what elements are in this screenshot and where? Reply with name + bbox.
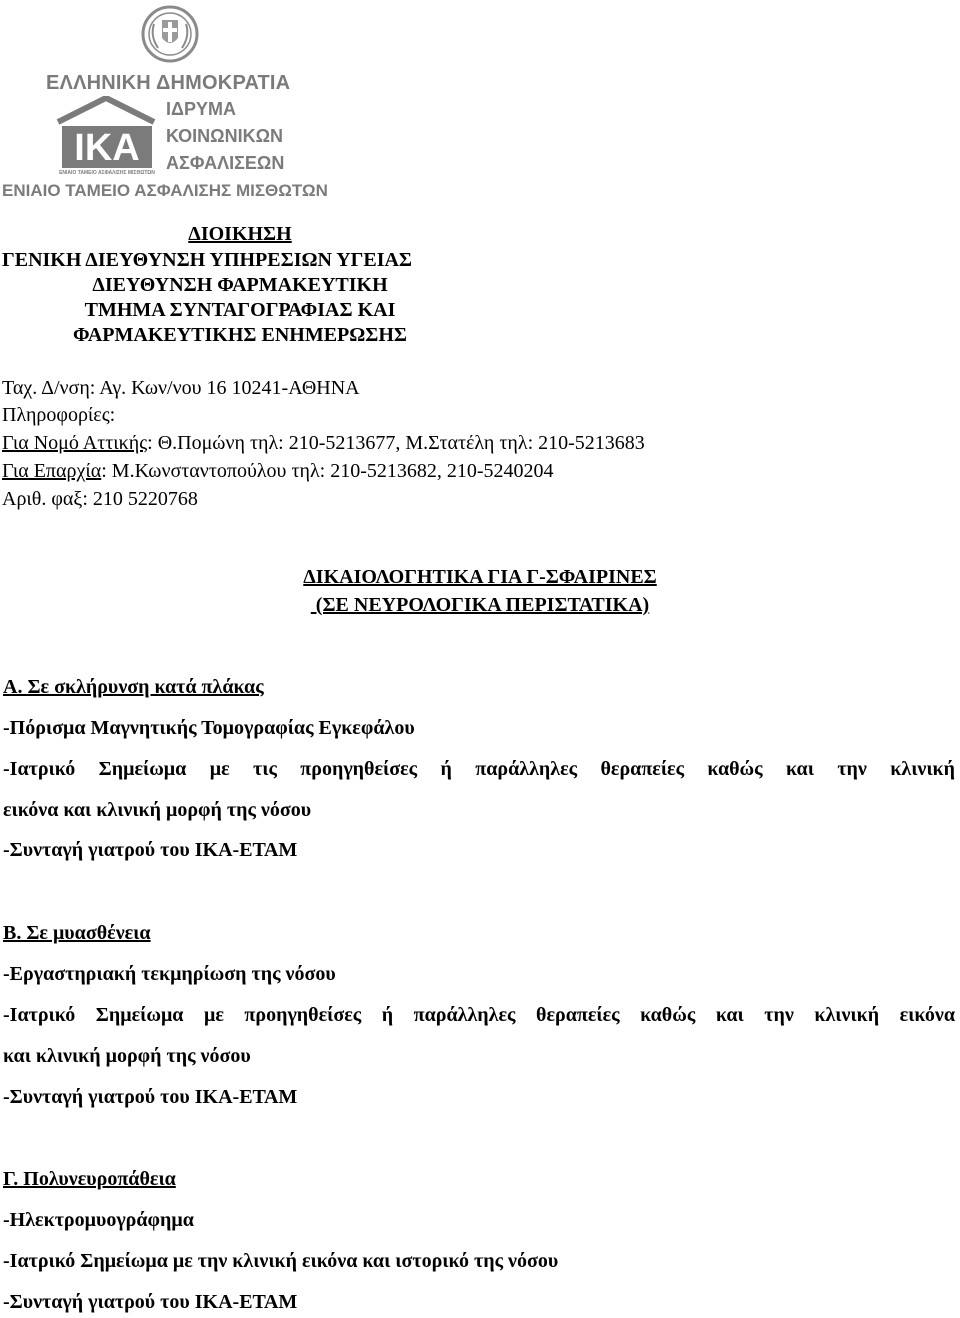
section-b-item-2-line-2: και κλινική μορφή της νόσου — [3, 1045, 251, 1067]
ika-mark-text: ΙΚΑ — [74, 127, 140, 169]
department-line-2: ΦΑΡΜΑΚΕΥΤΙΚΗΣ ΕΝΗΜΕΡΩΣΗΣ — [73, 324, 407, 346]
department-line-1: ΤΜΗΜΑ ΣΥΝΤΑΓΟΓΡΑΦΙΑΣ ΚΑΙ — [84, 299, 396, 321]
section-a-item-2-line-2: εικόνα και κλινική μορφή της νόσου — [3, 799, 312, 821]
attica-contacts: : Θ.Πομώνη τηλ: 210-5213677, Μ.Στατέλη τηλ: 210-5213683 — [147, 432, 645, 454]
attica-contact-line — [2, 432, 645, 455]
logo-idryma-text: ΙΔΡΥΜΑ — [166, 99, 236, 119]
administration-heading: ΔΙΟΙΚΗΣΗ — [188, 223, 292, 245]
general-directorate: ΓΕΝΙΚΗ ΔΙΕΥΘΥΝΣΗ ΥΠΗΡΕΣΙΩΝ ΥΓΕΙΑΣ — [2, 249, 412, 271]
section-b-item-3: -Συνταγή γιατρού του ΙΚΑ-ΕΤΑΜ — [3, 1086, 298, 1108]
fax-line: Αριθ. φαξ: 210 5220768 — [2, 488, 198, 510]
section-c-heading: Γ. Πολυνευροπάθεια — [3, 1168, 176, 1190]
section-a-item-3: -Συνταγή γιατρού του ΙΚΑ-ΕΤΑΜ — [3, 839, 298, 861]
section-c-item-1: -Ηλεκτρομυογράφημα — [3, 1209, 194, 1231]
greek-state-seal-icon — [140, 4, 200, 64]
section-b-item-1: -Εργαστηριακή τεκμηρίωση της νόσου — [3, 963, 336, 985]
section-c-item-2: -Ιατρικό Σημείωμα με την κλινική εικόνα και ιστορικό της νόσου — [3, 1250, 559, 1272]
logo-koinonikon-text: ΚΟΙΝΩΝΙΚΩΝ — [166, 126, 284, 146]
document-title-line-1: ΔΙΚΑΙΟΛΟΓΗΤΙΚΑ ΓΙΑ Γ-ΣΦΑΙΡΙΝΕΣ — [303, 566, 657, 588]
logo-fund-text: ΕΝΙΑΙΟ ΤΑΜΕΙΟ ΑΣΦΑΛΙΣΗΣ ΜΙΣΘΩΤΩΝ — [2, 181, 328, 200]
ika-logo — [0, 0, 360, 210]
ika-mark-small-text: ΕΝΙΑΙΟ ΤΑΜΕΙΟ ΑΣΦΑΛΙΣΗΣ ΜΙΣΘΩΤΩΝ — [59, 170, 155, 176]
address-line: Ταχ. Δ/νση: Αγ. Κων/νου 16 10241-ΑΘΗΝΑ — [2, 377, 360, 399]
info-label: Πληροφορίες: — [2, 404, 116, 426]
province-label: Για Επαρχία — [2, 460, 102, 482]
ika-house-mark-icon — [54, 96, 158, 176]
province-contacts: : Μ.Κωνσταντοπούλου τηλ: 210-5213682, 210-5240204 — [101, 460, 554, 482]
section-b-item-2-line-1: -Ιατρικό Σημείωμα με προηγηθείσες ή παράλληλες θεραπείες καθώς και την κλινική εικόνα — [3, 1004, 955, 1026]
section-c-item-3: -Συνταγή γιατρού του ΙΚΑ-ΕΤΑΜ — [3, 1291, 298, 1313]
attica-label: Για Νομό Αττικής — [2, 432, 148, 454]
section-b-heading: Β. Σε μυασθένεια — [3, 922, 151, 944]
directorate: ΔΙΕΥΘΥΝΣΗ ΦΑΡΜΑΚΕΥΤΙΚΗ — [92, 274, 388, 296]
section-a-item-2-line-1: -Ιατρικό Σημείωμα με τις προηγηθείσες ή παράλληλες θεραπείες καθώς και την κλινική — [3, 758, 955, 780]
logo-republic-text: ΕΛΛΗΝΙΚΗ ΔΗΜΟΚΡΑΤΙΑ — [46, 72, 291, 94]
document-title-line-2: (ΣΕ ΝΕΥΡΟΛΟΓΙΚΑ ΠΕΡΙΣΤΑΤΙΚΑ) — [310, 594, 650, 616]
province-contact-line — [2, 460, 554, 483]
section-a-item-1: -Πόρισμα Μαγνητικής Τομογραφίας Εγκεφάλου — [3, 717, 415, 739]
section-a-heading: Α. Σε σκλήρυνση κατά πλάκας — [3, 676, 264, 698]
logo-asfaliseon-text: ΑΣΦΑΛΙΣΕΩΝ — [166, 153, 285, 173]
